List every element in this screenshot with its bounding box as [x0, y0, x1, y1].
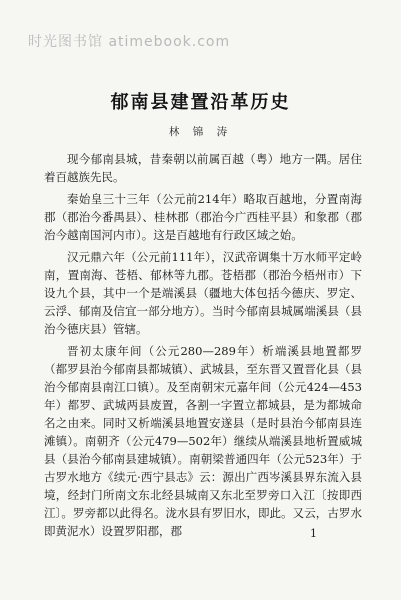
watermark: 时光图书馆 atimebook.com	[28, 34, 231, 50]
page-number: 1	[310, 527, 317, 540]
paragraph: 晋初太康年间（公元280—289年）析端溪县地置都罗（都罗县治今郁南县都城镇）、武城县，至东晋又置晋化县（县治今郁南县南江口镇）。及至南朝宋元嘉年间（公元424—453年）都罗、武城两县废置，各割一字置立都城县，是为都城命名之由来。同时又析端溪县地置安遂县（是时县治今郁南县连滩镇）。南朝齐（公元479—502年）继续从端溪县地析置威城县（县治今郁南县建城镇）。南朝梁普通四年（公元523年）于古罗水地方《续元·西宁县志》云：源出广西岑溪县界东流入县境，经封门所南文东北经县城南又东北至罗旁口入江〔按即西江〕。罗旁都以此得名。泷水县有罗旧水，即此。又云，古罗水即黄泥水）设置罗阳郡，郡	[44, 344, 362, 538]
paragraph: 现今郁南县城，昔秦朝以前属百越（粤）地方一隅。居住着百越族先民。	[44, 152, 362, 184]
paragraph: 秦始皇三十三年（公元前214年）略取百越地，分置南海郡（郡治今番禺县）、桂林郡（郡治今广西桂平县）和象郡（郡治今越南国河内市）。这是百越地有行政区域之始。	[44, 192, 362, 242]
article-body	[44, 150, 362, 544]
author-name: 林 锦 涛	[168, 126, 233, 138]
page-title: 郁南县建置沿革历史	[110, 92, 291, 113]
paragraph: 汉元鼎六年（公元前111年），汉武帝调集十万水师平定岭南，置南海、苍梧、郁林等九郡。苍梧郡（郡治今梧州市）下设九个县，其中一个是端溪县（疆地大体包括今德庆、罗定、云浮、郁南及信宜一部分地方）。当时今郁南县城属端溪县（县治今德庆县）管辖。	[44, 250, 362, 336]
